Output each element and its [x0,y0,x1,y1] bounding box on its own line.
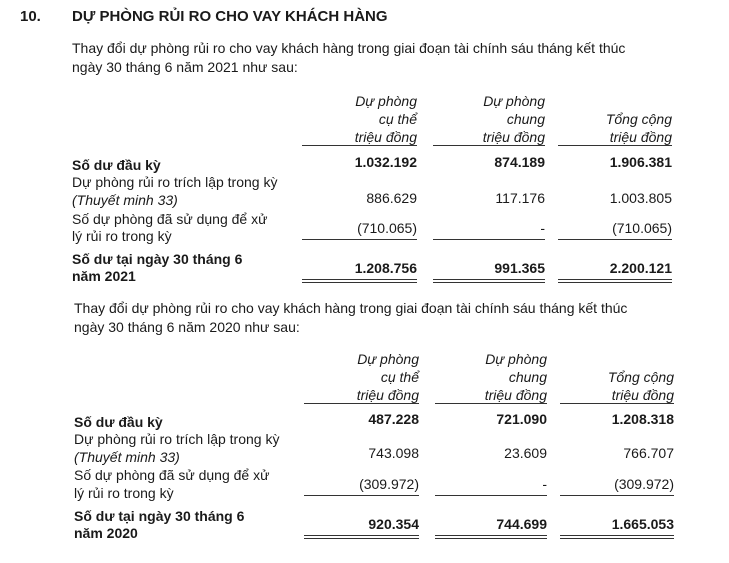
total-double-line [302,279,417,283]
col-header-specific: Dự phòng cụ thể triệu đồng [356,351,419,403]
col-header-total: Tổng cộng triệu đồng [605,111,672,145]
header-underline [302,145,417,146]
total-double-line [560,535,674,539]
intro-text-line2: ngày 30 tháng 6 năm 2020 như sau: [74,319,300,335]
section-title: DỰ PHÒNG RỦI RO CHO VAY KHÁCH HÀNG [72,8,388,25]
subtotal-line [560,495,674,496]
col-header-total: Tổng cộng triệu đồng [607,369,674,403]
header-underline [560,403,674,404]
total-double-line [433,279,545,283]
intro-text-line1: Thay đổi dự phòng rủi ro cho vay khách hàng trong giai đoạn tài chính sáu tháng kết thúc [72,40,626,56]
intro-text-line2: ngày 30 tháng 6 năm 2021 như sau: [72,59,298,75]
header-underline [558,145,672,146]
header-underline [435,403,547,404]
col-header-general: Dự phòng chung triệu đồng [484,351,547,403]
total-double-line [435,535,547,539]
subtotal-line [433,239,545,240]
intro-text-line1: Thay đổi dự phòng rủi ro cho vay khách hàng trong giai đoạn tài chính sáu tháng kết thúc [74,300,628,316]
header-underline [304,403,419,404]
col-header-specific: Dự phòng cụ thể triệu đồng [354,93,417,145]
section-number: 10. [20,8,41,25]
subtotal-line [558,239,672,240]
header-underline [433,145,545,146]
total-double-line [558,279,672,283]
subtotal-line [304,495,419,496]
subtotal-line [435,495,547,496]
col-header-general: Dự phòng chung triệu đồng [482,93,545,145]
total-double-line [304,535,419,539]
subtotal-line [302,239,417,240]
